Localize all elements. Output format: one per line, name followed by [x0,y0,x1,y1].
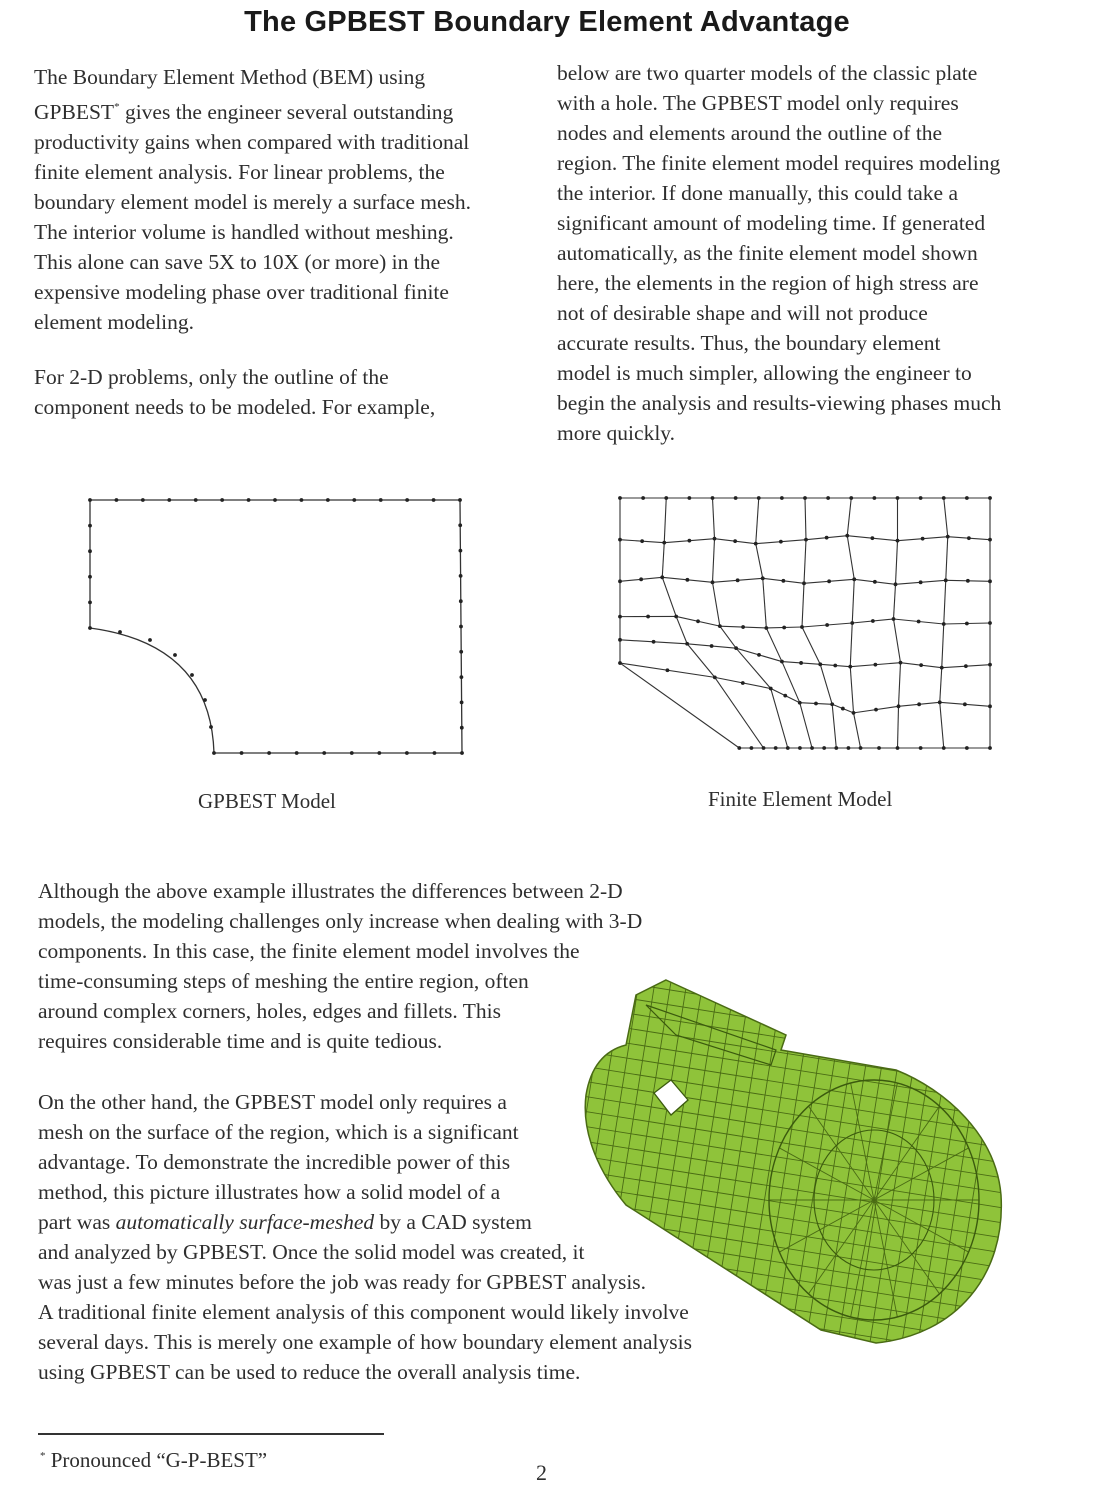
mesh-node [713,675,717,679]
text-line: was just a few minutes before the job was ready for GPBEST analysis. [38,1270,647,1294]
mesh-node [687,496,691,500]
mesh-node [757,653,761,657]
mesh-node [798,746,802,750]
boundary-node [459,549,463,553]
mesh-node [917,620,921,624]
finite-element-model-caption: Finite Element Model [708,787,893,811]
mesh-edge [894,584,896,619]
text-line: nodes and elements around the outline of the [557,121,943,145]
mesh-node [780,660,784,664]
text-line: boundary element model is merely a surface mesh. [34,190,472,214]
mesh-edge [766,628,782,662]
boundary-node [115,498,119,502]
mesh-node [736,578,740,582]
mesh-edge [800,703,812,748]
text-line: here, the elements in the region of high stress are [557,271,979,295]
mesh-edge [852,579,854,623]
mesh-node [800,625,804,629]
mesh-node [764,626,768,630]
boundary-node [240,751,244,755]
mesh-node [919,496,923,500]
mesh-edge [676,616,687,643]
text-line: automatically, as the finite element model shown [557,241,978,265]
text-line: around complex corners, holes, edges and fillets. This [38,999,501,1023]
mesh-node [967,536,971,540]
text-line: significant amount of modeling time. If generated [557,211,986,235]
mesh-edge [832,704,836,748]
mesh-edge [942,624,944,668]
mesh-edge [662,543,664,578]
boundary-node [460,701,464,705]
boundary-node [190,673,194,677]
mesh-node [988,579,992,583]
boundary-node [88,524,92,528]
boundary-node [379,498,383,502]
mesh-node [852,577,856,581]
mesh-node [988,704,992,708]
mesh-node [818,662,822,666]
text-line: accurate results. Thus, the boundary element [557,331,941,355]
mesh-node [781,579,785,583]
boundary-node [377,751,381,755]
mesh-edge [944,580,946,624]
mesh-edge [713,539,715,583]
mesh-node [899,661,903,665]
mesh-edge [756,498,759,544]
boundary-node [88,575,92,579]
text-line: below are two quarter models of the classic plate [557,61,978,85]
boundary-node [247,498,251,502]
mesh-node [822,746,826,750]
mesh-node [618,661,622,665]
mesh-edge [763,578,767,628]
mesh-node [802,581,806,585]
fem-mesh [620,498,990,748]
text-line: This alone can save 5X to 10X (or more) in the [34,250,440,274]
finite-element-model-figure [612,490,992,752]
mesh-node [783,694,787,698]
mesh-node [666,668,670,672]
mesh-node [988,621,992,625]
mesh-edge [850,667,853,713]
mesh-node [938,700,942,704]
mesh-node [873,580,877,584]
mesh-node [830,702,834,706]
mesh-node [988,538,992,542]
intro-paragraph-1 [34,62,514,337]
mesh-node [966,579,970,583]
mesh-node [847,746,851,750]
mesh-node [804,538,808,542]
mesh-node [810,746,814,750]
boundary-node [295,751,299,755]
text-line: Although the above example illustrates the differences between 2-D [38,879,623,903]
boundary-node [88,549,92,553]
mesh-node [874,708,878,712]
emphasis-text: automatically surface-meshed [115,1210,375,1234]
page-title: The GPBEST Boundary Element Advantage [244,6,850,38]
mesh-node [919,746,923,750]
boundary-node [350,751,354,755]
boundary-node [194,498,198,502]
boundary-node [173,653,177,657]
mesh-node [942,622,946,626]
text-line: the interior. If done manually, this could take a [557,181,959,205]
boundary-node [273,498,277,502]
mesh-node [965,496,969,500]
mesh-node [674,615,678,619]
mesh-edge [802,583,804,627]
mesh-node [850,621,854,625]
mesh-edge [802,627,820,664]
mesh-node [618,496,622,500]
mesh-node [848,665,852,669]
text-line: The Boundary Element Method (BEM) using [34,65,426,89]
mesh-node [827,579,831,583]
gpbest-model-caption: GPBEST Model [198,789,336,813]
text-line: several days. This is merely one example of how boundary element analysis [38,1330,692,1354]
boundary-node [459,650,463,654]
mesh-node [782,626,786,630]
text-line: productivity gains when compared with traditional [34,130,470,154]
text-line: requires considerable time and is quite tedious. [38,1029,443,1053]
mesh-edge [944,498,948,537]
mesh-node [710,644,714,648]
mesh-node [696,619,700,623]
text-line: components. In this case, the finite element model involves the [38,939,580,963]
footnote-rule [38,1433,384,1435]
mesh-node [964,664,968,668]
intro-paragraph-2 [34,362,514,422]
boundary-node [459,599,463,603]
mesh-node [757,496,761,500]
mesh-node [618,615,622,619]
mesh-node [662,541,666,545]
footnote-mark: * [114,101,120,113]
mesh-node [761,576,765,580]
text-line: not of desirable shape and will not produce [557,301,928,325]
mesh-node [965,622,969,626]
mesh-edge [894,619,901,663]
boundary-node [203,698,207,702]
boundary-node [88,601,92,605]
text-line: region. The finite element model requires modeling [557,151,1001,175]
mesh-node [741,625,745,629]
boundary-node [88,498,92,502]
mesh-node [825,536,829,540]
mesh-edge [687,644,715,678]
mesh-node [859,746,863,750]
mesh-edge [847,498,851,536]
boundary-node [352,498,356,502]
mesh-edge [940,702,944,748]
mesh-node [919,663,923,667]
mesh-node [833,664,837,668]
boundary-node [460,675,464,679]
mesh-node [664,496,668,500]
mesh-node [734,496,738,500]
mesh-node [685,642,689,646]
mesh-node [780,496,784,500]
boundary-node [326,498,330,502]
mesh-node [825,623,829,627]
mesh-node [741,681,745,685]
footnote [40,1448,267,1473]
mesh-node [652,640,656,644]
text-line: advantage. To demonstrate the incredible power of this [38,1150,511,1174]
mesh-edge [847,536,854,580]
mesh-node [762,746,766,750]
mesh-node [896,496,900,500]
mesh-node [919,580,923,584]
text-line: models, the modeling challenges only increase when dealing with 3-D [38,909,643,933]
mesh-node [896,539,900,543]
text-line: GPBEST* gives the engineer several outstanding [34,100,454,124]
mesh-node [826,496,830,500]
mesh-edge [850,623,852,667]
lower-paragraph-1 [38,876,758,1056]
mesh-node [750,746,754,750]
mesh-edge [896,541,898,585]
mesh-edge [898,706,899,748]
mesh-edge [756,544,763,579]
text-line: component needs to be modeled. For example, [34,395,436,419]
boundary-node [433,751,437,755]
mesh-node [942,496,946,500]
mesh-edge [854,713,861,748]
boundary-node [148,638,152,642]
text-line: more quickly. [557,421,676,445]
mesh-node [877,746,881,750]
boundary-node [405,498,409,502]
mesh-node [618,579,622,583]
boundary-node [212,751,216,755]
boundary-node [432,498,436,502]
gpbest-model-figure [80,490,475,765]
mesh-edge [662,577,676,616]
boundary-node [141,498,145,502]
mesh-node [814,702,818,706]
text-line: expensive modeling phase over traditional finite [34,280,449,304]
mesh-node [713,537,717,541]
text-line: A traditional finite element analysis of this component would likely involve [38,1300,689,1324]
text-line: method, this picture illustrates how a solid model of a [38,1180,501,1204]
lower-paragraph-2 [38,1087,758,1387]
mesh-node [737,746,741,750]
boundary-node [322,751,326,755]
mesh-node [711,580,715,584]
mesh-node [841,707,845,711]
boundary-node [209,725,213,729]
mesh-node [734,646,738,650]
mesh-node [733,539,737,543]
mesh-node [685,578,689,582]
mesh-edge [713,498,715,539]
boundary-node [459,574,463,578]
boundary-node [458,523,462,527]
text-line: For 2-D problems, only the outline of the [34,365,389,389]
mesh-node [872,496,876,500]
mesh-node [774,746,778,750]
text-line: and analyzed by GPBEST. Once the solid model was created, it [38,1240,585,1264]
mesh-edge [713,582,720,626]
mesh-edge [820,664,832,704]
mesh-node [798,701,802,705]
mesh-node [786,746,790,750]
boundary-nodes [88,498,464,755]
text-line: using GPBEST can be used to reduce the overall analysis time. [38,1360,581,1384]
mesh-node [917,702,921,706]
mesh-node [803,496,807,500]
mesh-edge [664,498,666,543]
mesh-node [687,539,691,543]
mesh-edge [805,498,806,540]
text-line: finite element analysis. For linear problems, the [34,160,445,184]
text-line: part was automatically surface-meshed by a CAD system [38,1210,532,1234]
boundary-node [88,626,92,630]
text-line: begin the analysis and results-viewing phases much [557,391,1002,415]
boundary-node [267,751,271,755]
mesh-node [618,638,622,642]
mesh-node [988,496,992,500]
boundary-node [118,630,122,634]
boundary-node [300,498,304,502]
mesh-node [897,704,901,708]
text-line: model is much simpler, allowing the engineer to [557,361,972,385]
mesh-node [711,496,715,500]
text-line: The interior volume is handled without meshing. [34,220,454,244]
mesh-node [618,538,622,542]
text-line: with a hole. The GPBEST model only requires [557,91,959,115]
mesh-node [845,534,849,538]
mesh-node [769,687,773,691]
boundary-node [458,498,462,502]
mesh-edge [715,677,764,748]
mesh-node [988,663,992,667]
mesh-edge [940,668,942,703]
mesh-node [896,746,900,750]
mesh-node [754,542,758,546]
brand-name: GPBEST [34,100,115,124]
boundary-node [460,751,464,755]
text-line: mesh on the surface of the region, which is a significant [38,1120,519,1144]
boundary-node [220,498,224,502]
mesh-edge [804,540,806,584]
mesh-node [871,619,875,623]
mesh-node [660,575,664,579]
mesh-node [641,496,645,500]
mesh-node [779,540,783,544]
mesh-node [646,615,650,619]
mesh-node [988,746,992,750]
boundary-node [459,625,463,629]
mesh-node [873,663,877,667]
mesh-node [639,577,643,581]
mesh-edge [899,663,901,707]
text-line: On the other hand, the GPBEST model only requires a [38,1090,507,1114]
mesh-node [849,496,853,500]
mesh-node [834,746,838,750]
page-number: 2 [536,1460,547,1485]
boundary-node [405,751,409,755]
footnote-text: Pronounced “G-P-BEST” [50,1448,268,1472]
mesh-node [894,582,898,586]
footnote-mark: * [40,1450,46,1462]
mesh-node [799,661,803,665]
text-line: time-consuming steps of meshing the entire region, often [38,969,529,993]
boundary-node [167,498,171,502]
mesh-node [870,536,874,540]
mesh-node [965,746,969,750]
mesh-edge [620,663,739,748]
mesh-edge [946,537,948,581]
text-line: element modeling. [34,310,195,334]
mesh-node [718,624,722,628]
mesh-node [892,617,896,621]
mesh-edge [720,626,736,648]
mesh-node [852,711,856,715]
mesh-node [946,535,950,539]
mesh-node [942,746,946,750]
intro-paragraph-right [557,58,1039,448]
mesh-node [921,537,925,541]
boundary-node [460,726,464,730]
mesh-node [963,702,967,706]
mesh-node [944,578,948,582]
mesh-node [640,539,644,543]
mesh-node [940,666,944,670]
